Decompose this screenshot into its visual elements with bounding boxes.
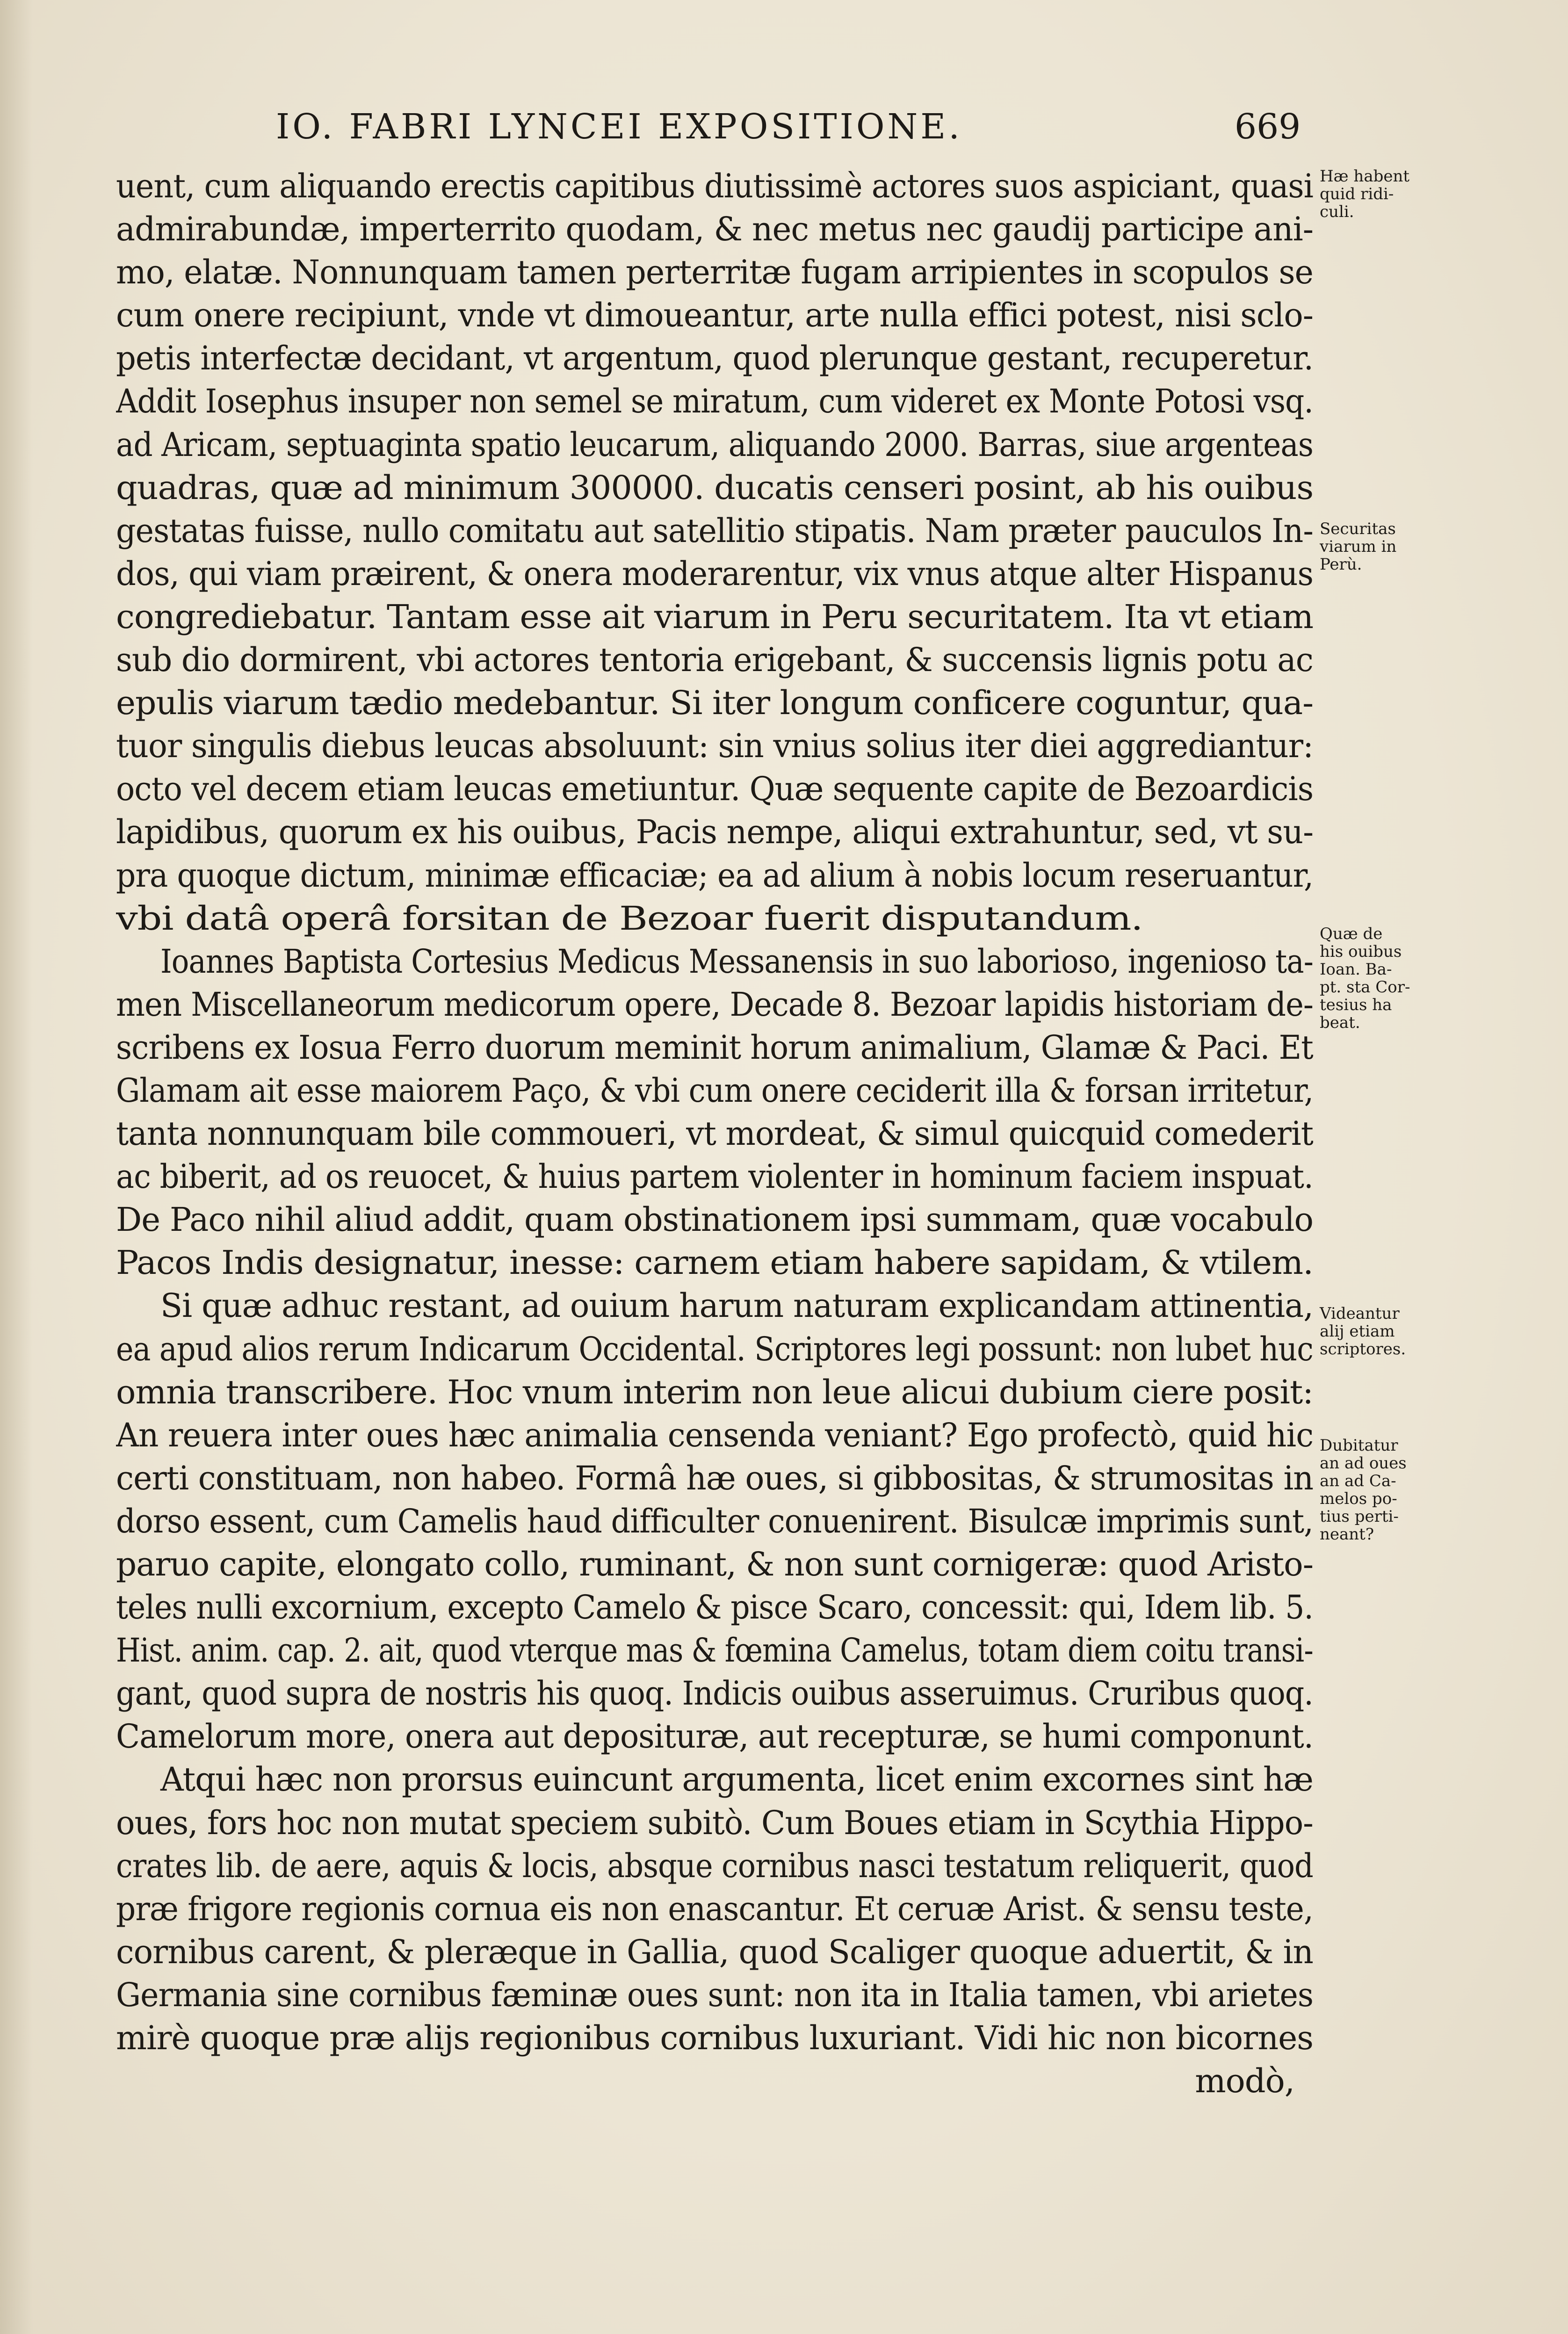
text-line [116, 1973, 1313, 2016]
text-line-content: Glamam ait esse maiorem Paço, & vbi cum onere ceciderit illa & forsan irritetur, [116, 1071, 1313, 1110]
margin-note-line: Dubitatur [1320, 1436, 1398, 1455]
text-line [116, 1543, 1313, 1586]
text-line [116, 466, 1313, 509]
text-line-content: mo, elatæ. Nonnunquam tamen perterritæ fugam arripientes in scopulos se [116, 253, 1313, 292]
text-line [116, 983, 1313, 1026]
text-line [116, 251, 1313, 294]
text-line-content: An reuera inter oues hæc animalia censenda veniant? Ego profectò, quid hic [116, 1416, 1313, 1454]
text-line [116, 380, 1313, 423]
text-line [116, 1715, 1313, 1758]
text-line-content: vbi datâ operâ forsitan de Bezoar fuerit disputandum. [116, 899, 1143, 938]
text-line-content: pra quoque dictum, minimæ efficaciæ; ea ad alium à nobis locum reseruantur, [116, 856, 1313, 895]
page-gutter-shadow [0, 0, 33, 2334]
margin-note-line: an ad Ca- [1320, 1472, 1396, 1490]
text-line [116, 337, 1313, 380]
text-line-content: omnia transcribere. Hoc vnum interim non leue alicui dubium ciere posit: [116, 1373, 1313, 1411]
text-line-content: petis interfectæ decidant, vt argentum, quod plerunque gestant, recuperetur. [116, 339, 1313, 378]
text-line-content: cum onere recipiunt, vnde vt dimoueantur, arte nulla effici potest, nisi sclo- [116, 296, 1313, 335]
text-line-content: paruo capite, elongato collo, ruminant, & non sunt cornigeræ: quod Aristo- [116, 1545, 1313, 1583]
text-line [116, 1198, 1313, 1241]
body-text [116, 165, 1313, 2103]
text-line-content: epulis viarum tædio medebantur. Si iter longum conficere coguntur, qua- [116, 684, 1313, 723]
text-line [116, 1328, 1313, 1371]
margin-note-line: an ad oues [1320, 1454, 1407, 1473]
text-line [116, 1112, 1313, 1155]
text-line-content: men Miscellaneorum medicorum opere, Decade 8. Bezoar lapidis historiam de- [116, 985, 1313, 1024]
margin-note-4 [1320, 1305, 1432, 1358]
text-line [116, 854, 1313, 897]
text-line-content: uent, cum aliquando erectis capitibus diutissimè actores suos aspiciant, quasi [116, 167, 1313, 205]
text-line [116, 552, 1313, 595]
margin-note-line: melos po- [1320, 1489, 1397, 1508]
text-line [116, 1672, 1313, 1715]
text-line [116, 810, 1313, 853]
text-line-content: De Paco nihil aliud addit, quam obstinationem ipsi summam, quæ vocabulo [116, 1200, 1313, 1239]
text-line [116, 208, 1313, 251]
text-line-content: tuor singulis diebus leucas absoluunt: sin vnius solius iter diei aggrediantur: [116, 727, 1313, 766]
text-line-content: Addit Iosephus insuper non semel se miratum, cum videret ex Monte Potosi vsq. [116, 382, 1313, 421]
margin-note-line: Perù. [1320, 555, 1362, 574]
text-line-content: Camelorum more, onera aut deposituræ, aut recepturæ, se humi componunt. [116, 1717, 1313, 1756]
text-line-content: gant, quod supra de nostris his quoq. Indicis ouibus asseruimus. Cruribus quoq. [116, 1674, 1313, 1713]
text-line: modò, [1195, 2062, 1294, 2101]
text-line-content: quadras, quæ ad minimum 300000. ducatis censeri posint, ab his ouibus [116, 468, 1313, 507]
text-line [116, 767, 1313, 810]
running-head: IO. FABRI LYNCEI EXPOSITIONE. [276, 107, 962, 147]
margin-note-3 [1320, 925, 1432, 1032]
text-line-content: mirè quoque præ alijs regionibus cornibus luxuriant. Vidi hic non bicornes [116, 2019, 1313, 2058]
text-line [116, 2016, 1313, 2059]
margin-note-line: quid ridi- [1320, 185, 1394, 203]
text-line [116, 1069, 1313, 1112]
margin-note-line: Ioan. Ba- [1320, 960, 1392, 979]
text-line-content: lapidibus, quorum ex his ouibus, Pacis nempe, aliqui extrahuntur, sed, vt su- [116, 813, 1313, 852]
margin-note-line: Hæ habent [1320, 167, 1410, 186]
margin-note-line: beat. [1320, 1013, 1360, 1032]
margin-note-2 [1320, 520, 1432, 573]
margin-note-5 [1320, 1437, 1432, 1543]
text-line [116, 1586, 1313, 1629]
text-line-content: Hist. anim. cap. 2. ait, quod vterque mas & fœmina Camelus, totam diem coitu transi- [116, 1631, 1313, 1670]
text-line [116, 1457, 1313, 1500]
text-line [116, 1371, 1313, 1414]
text-line-content: ad Aricam, septuaginta spatio leucarum, aliquando 2000. Barras, siue argenteas [116, 425, 1313, 464]
text-line-content: ea apud alios rerum Indicarum Occidental. Scriptores legi possunt: non lubet huc [116, 1330, 1313, 1368]
text-line-content: ac biberit, ad os reuocet, & huius partem violenter in hominum faciem inspuat. [116, 1157, 1313, 1196]
margin-note-line: tesius ha [1320, 996, 1392, 1014]
page-number: 669 [1235, 107, 1301, 147]
text-line [116, 1930, 1313, 1973]
text-line-content: teles nulli excornium, excepto Camelo & pisce Scaro, concessit: qui, Idem lib. 5. [116, 1588, 1313, 1627]
text-line [116, 1241, 1313, 1284]
margin-note-line: culi. [1320, 202, 1354, 221]
text-line-content: oues, fors hoc non mutat speciem subitò. Cum Boues etiam in Scythia Hippo- [116, 1803, 1313, 1842]
margin-note-line: Quæ de [1320, 925, 1383, 943]
text-line [116, 165, 1313, 208]
text-line [116, 423, 1313, 466]
text-line-content: Ioannes Baptista Cortesius Medicus Messanensis in suo laborioso, ingenioso ta- [160, 942, 1313, 981]
text-line-content: gestatas fuisse, nullo comitatu aut satellitio stipatis. Nam præter pauculos In- [116, 511, 1313, 550]
text-line [116, 940, 1313, 983]
text-line-content: admirabundæ, imperterrito quodam, & nec metus nec gaudij participe ani- [116, 210, 1313, 249]
text-line [116, 897, 1313, 940]
text-line-content: Atqui hæc non prorsus euincunt argumenta, licet enim excornes sint hæ [160, 1760, 1313, 1799]
text-line [116, 1500, 1313, 1543]
text-line [116, 1026, 1313, 1069]
text-line [116, 1844, 1313, 1887]
margin-note-line: alij etiam [1320, 1322, 1395, 1341]
text-line-content: certi constituam, non habeo. Formâ hæ oues, si gibbositas, & strumositas in [116, 1459, 1313, 1497]
text-line-content: octo vel decem etiam leucas emetiuntur. Quæ sequente capite de Bezoardicis [116, 770, 1313, 809]
text-line-content: Germania sine cornibus fæminæ oues sunt: non ita in Italia tamen, vbi arietes [116, 1975, 1313, 2014]
text-line [116, 1414, 1313, 1457]
margin-note-line: his ouibus [1320, 942, 1402, 961]
text-line-content: crates lib. de aere, aquis & locis, absque cornibus nasci testatum reliquerit, quod [116, 1846, 1313, 1885]
margin-note-line: Videantur [1320, 1304, 1400, 1323]
text-line [116, 294, 1313, 337]
text-line-content: congrediebatur. Tantam esse ait viarum in Peru securitatem. Ita vt etiam [116, 597, 1313, 636]
text-line-content: Si quæ adhuc restant, ad ouium harum naturam explicandam attinentia, [160, 1286, 1313, 1325]
text-line-content: tanta nonnunquam bile commoueri, vt mordeat, & simul quicquid comederit [116, 1114, 1313, 1153]
text-line-content: cornibus carent, & pleræque in Gallia, quod Scaliger quoque aduertit, & in [116, 1932, 1313, 1971]
text-line [116, 638, 1313, 681]
text-line [116, 509, 1313, 552]
text-line [116, 1629, 1313, 1672]
margin-note-1 [1320, 167, 1432, 221]
text-line [116, 1758, 1313, 1801]
text-line [116, 724, 1313, 767]
text-line [116, 681, 1313, 724]
margin-note-line: pt. sta Cor- [1320, 978, 1410, 997]
text-line [116, 595, 1313, 638]
margin-note-line: scriptores. [1320, 1340, 1406, 1358]
text-line-content: sub dio dormirent, vbi actores tentoria erigebant, & succensis lignis potu ac [116, 641, 1313, 679]
text-line-content: scribens ex Iosua Ferro duorum meminit horum animalium, Glamæ & Paci. Et [116, 1028, 1313, 1067]
text-line [116, 1801, 1313, 1844]
text-line-content: Pacos Indis designatur, inesse: carnem etiam habere sapidam, & vtilem. [116, 1243, 1313, 1282]
text-line-content: dorso essent, cum Camelis haud difficulter conuenirent. Bisulcæ imprimis sunt, [116, 1502, 1313, 1540]
text-line-content: dos, qui viam præirent, & onera moderarentur, vix vnus atque alter Hispanus [116, 554, 1313, 593]
text-line-content: præ frigore regionis cornua eis non enascantur. Et ceruæ Arist. & sensu teste, [116, 1889, 1313, 1928]
margin-note-line: viarum in [1320, 537, 1397, 556]
margin-note-line: tius perti- [1320, 1507, 1399, 1526]
margin-note-line: Securitas [1320, 520, 1396, 538]
text-line [116, 1155, 1313, 1198]
text-line [116, 1284, 1313, 1327]
text-line [116, 1887, 1313, 1930]
margin-note-line: neant? [1320, 1525, 1374, 1544]
